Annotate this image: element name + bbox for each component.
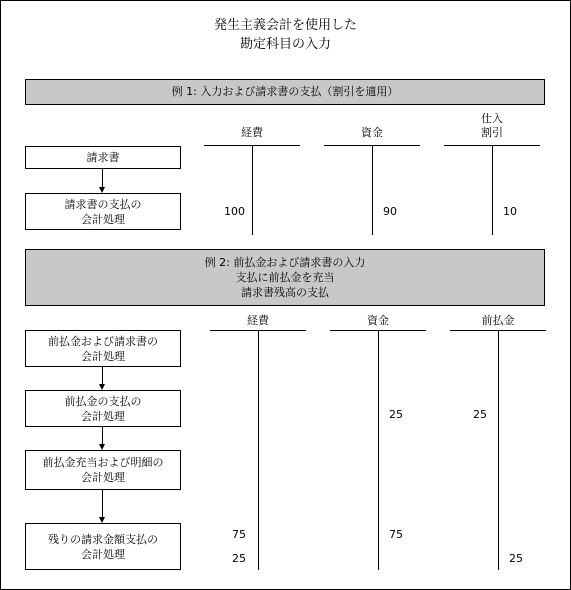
ex1-t-account-discount-stem bbox=[492, 145, 493, 235]
ex2-step-prepay-apply bbox=[25, 450, 181, 490]
title-line-2: 勘定科目の入力 bbox=[239, 37, 331, 52]
title-line-1: 発生主義会計を使用した bbox=[213, 18, 357, 33]
ex2-arrow-3 bbox=[102, 490, 103, 517]
ex2-t-account-prepayment-stem bbox=[498, 330, 499, 570]
ex2-step3-line2: 会計処理 bbox=[81, 471, 125, 484]
ex2-value-step2-prepay: 25 bbox=[473, 408, 487, 421]
ex2-step-remaining-payment bbox=[25, 523, 181, 570]
ex1-t-account-expense-stem bbox=[252, 145, 253, 235]
ex2-step1-line1: 前払金および請求書の bbox=[48, 334, 158, 348]
ex1-account-discount: 仕入 割引 bbox=[481, 112, 503, 139]
ex2-step1-line2: 会計処理 bbox=[81, 349, 125, 363]
ex1-value-cash: 90 bbox=[383, 205, 397, 218]
ex1-step-invoice-payment bbox=[25, 193, 181, 230]
ex2-step4-line1: 残りの請求金額支払の bbox=[48, 532, 158, 546]
ex1-t-account-cash-stem bbox=[372, 145, 373, 235]
ex1-account-cash: 資金 bbox=[361, 126, 383, 139]
ex2-value-step4-prepay: 25 bbox=[509, 552, 523, 565]
example2-banner-line2: 支払に前払金を充当 bbox=[235, 271, 335, 284]
ex2-step2-line2: 会計処理 bbox=[81, 409, 125, 423]
ex2-step2-line1: 前払金の支払の bbox=[64, 394, 142, 408]
ex1-step-invoice-payment-line2: 会計処理 bbox=[81, 212, 125, 226]
ex2-account-prepayment: 前払金 bbox=[481, 314, 515, 327]
ex1-account-expense: 経費 bbox=[241, 126, 263, 139]
ex2-step3-line1: 前払金充当および明細の bbox=[42, 456, 164, 469]
ex2-arrow-1 bbox=[102, 367, 103, 384]
ex2-t-account-expense-stem bbox=[258, 330, 259, 570]
ex2-value-step4-expense-a: 75 bbox=[232, 528, 246, 541]
ex2-arrow-2 bbox=[102, 427, 103, 444]
ex2-step-prepay-and-invoice bbox=[25, 330, 181, 367]
example2-banner bbox=[25, 249, 545, 306]
example1-banner: 例 1: 入力および請求書の支払（割引を適用） bbox=[25, 79, 545, 105]
ex2-value-step4-cash: 75 bbox=[389, 528, 403, 541]
page-title bbox=[0, 16, 571, 54]
ex2-t-account-cash-stem bbox=[378, 330, 379, 570]
ex2-step-prepay-payment bbox=[25, 390, 181, 427]
example2-banner-line1: 例 2: 前払金および請求書の入力 bbox=[204, 256, 366, 269]
ex1-value-expense: 100 bbox=[224, 205, 245, 218]
ex2-account-cash: 資金 bbox=[367, 314, 389, 327]
ex2-step4-line2: 会計処理 bbox=[81, 547, 125, 561]
ex2-account-expense: 経費 bbox=[247, 314, 269, 327]
ex1-step-invoice bbox=[25, 146, 181, 169]
ex2-value-step4-expense-b: 25 bbox=[232, 552, 246, 565]
ex1-value-discount: 10 bbox=[503, 205, 517, 218]
ex1-step-invoice-payment-line1: 請求書の支払の bbox=[64, 197, 142, 211]
example2-banner-line3: 請求書残高の支払 bbox=[241, 286, 329, 299]
ex1-arrow-1 bbox=[102, 169, 103, 187]
ex2-value-step2-cash: 25 bbox=[389, 408, 403, 421]
ex1-step-invoice-label: 請求書 bbox=[86, 151, 120, 164]
